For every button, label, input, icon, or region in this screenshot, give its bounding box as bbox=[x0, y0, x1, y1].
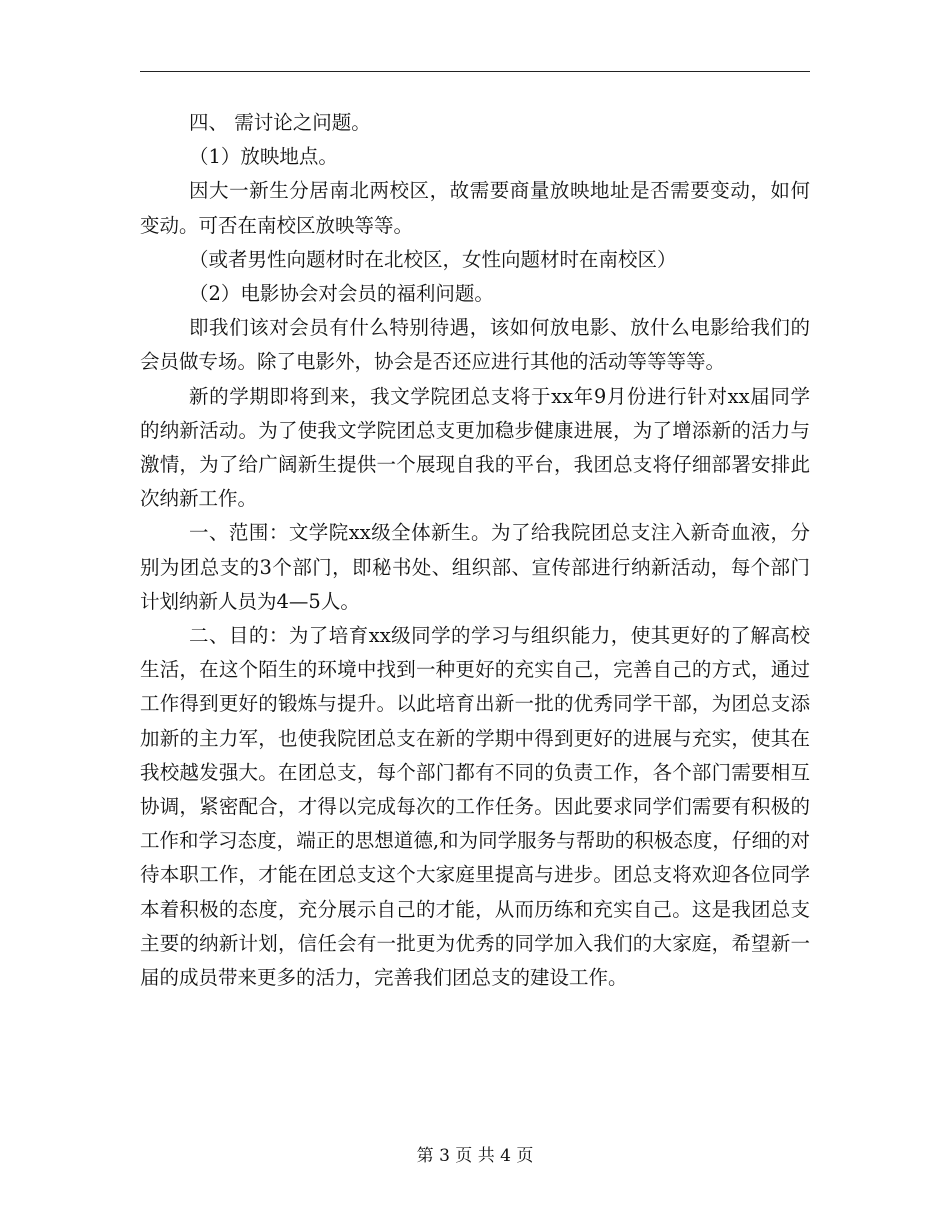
page-footer: 第 3 页 共 4 页 bbox=[416, 1146, 534, 1166]
paragraph-member-treatment: 即我们该对会员有什么特别待遇，该如何放电影、放什么电影给我们的会员做专场。除了电影外，协会是否还应进行其他的活动等等等等。 bbox=[140, 316, 810, 374]
paragraph-campus-discussion: 因大一新生分居南北两校区，故需要商量放映地址是否需要变动，如何变动。可否在南校区放映等等。 bbox=[140, 179, 810, 237]
paragraph-recruitment-intro: 新的学期即将到来，我文学院团总支将于xx年9月份进行针对xx届同学的纳新活动。为了使我文学院团总支更加稳步健康进展，为了增添新的活力与激情，为了给广阔新生提供一个展现自我的平台，我团总支将仔细部署安排此次纳新工作。 bbox=[140, 384, 810, 511]
document-body bbox=[140, 106, 810, 995]
paragraph-campus-note: （或者男性向题材时在北校区，女性向题材时在南校区） bbox=[189, 247, 677, 271]
paragraph-section-four-heading: 四、 需讨论之问题。 bbox=[189, 111, 371, 134]
paragraph-purpose: 二、目的：为了培育xx级同学的学习与组织能力，使其更好的了解高校生活，在这个陌生的环境中找到一种更好的充实自己，完善自己的方式，通过工作得到更好的锻炼与提升。以此培育出新一批的优秀同学干部，为团总支添加新的主力军，也使我院团总支在新的学期中得到更好的进展与充实，使其在我校越发强大。在团总支，每个部门都有不同的负责工作，各个部门需要相互协调，紧密配合，才得以完成每次的工作任务。因此要求同学们需要有积极的工作和学习态度，端正的思想道德,和为同学服务与帮助的积极态度，仔细的对待本职工作，才能在团总支这个大家庭里提高与进步。团总支将欢迎各位同学本着积极的态度，充分展示自己的才能，从而历练和充实自己。这是我团总支主要的纳新计划，信任会有一批更为优秀的同学加入我们的大家庭，希望新一届的成员带来更多的活力，完善我们团总支的建设工作。 bbox=[140, 624, 810, 990]
paragraph-member-benefits: （2）电影协会对会员的福利问题。 bbox=[189, 282, 494, 306]
header-rule bbox=[140, 71, 810, 72]
paragraph-screening-location: （1）放映地点。 bbox=[189, 145, 338, 169]
paragraph-scope: 一、范围：文学院xx级全体新生。为了给我院团总支注入新奇血液，分别为团总支的3个部门，即秘书处、组织部、宣传部进行纳新活动，每个部门计划纳新人员为4—5人。 bbox=[140, 521, 810, 613]
